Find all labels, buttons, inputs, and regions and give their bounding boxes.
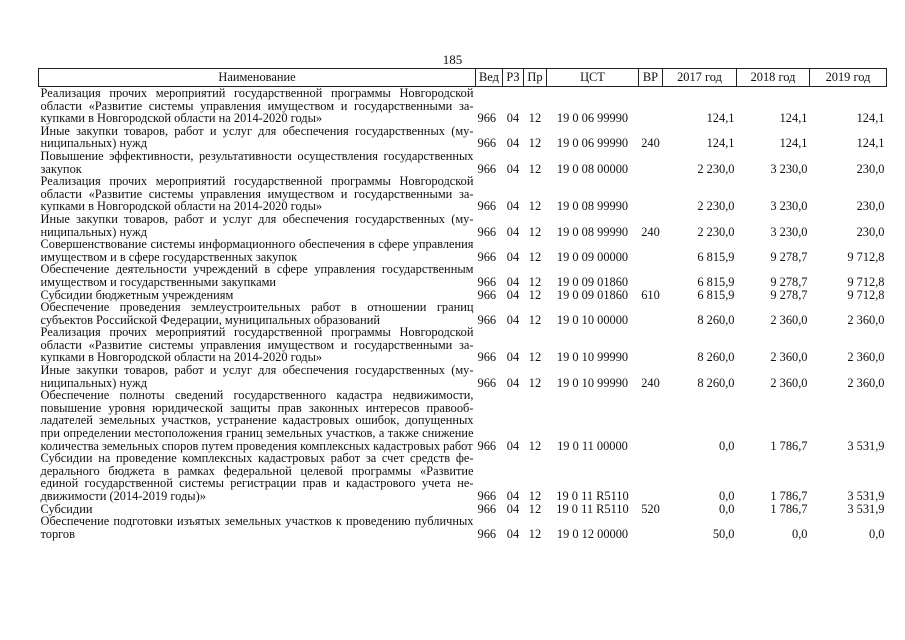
cell-2018: 124,1 [779,111,808,126]
cell-2019: 0,0 [869,526,885,541]
cell-2017: 0,0 [719,489,735,503]
cell-vr [639,263,663,288]
cell-2018: 9 278,7 [770,274,808,289]
cell-2017: 2 230,0 [697,224,735,239]
cell-pr: 12 [528,111,542,126]
cell-rz: 04 [506,111,520,126]
cell-2018: 2 360,0 [770,312,808,327]
cell-2018: 3 230,0 [770,224,808,239]
cell-ved: 966 [477,224,497,239]
cell-name: Обеспечение деятельности учреждений в сфере управления государственным имуществом и государственными закупками [40,262,474,289]
cell-vr [639,389,663,452]
cell-cst: 19 0 10 00000 [556,312,629,327]
cell-name: Иные закупки товаров, работ и услуг для обеспечения государственных (муниципальных) нужд [40,123,474,151]
cell-vr: 240 [641,375,660,390]
cell-pr: 12 [528,199,542,214]
header-row [39,69,887,87]
cell-name: Обеспечение проведения землеустроительных работ в отношении границ субъектов Российской Федерации, муниципальных образований [40,300,474,327]
cell-2019: 124,1 [856,136,885,151]
cell-vr [639,326,663,364]
table-row [39,326,887,364]
cell-cst: 19 0 08 99990 [556,199,629,214]
cell-pr: 12 [528,287,542,302]
cell-cst: 19 0 10 99990 [556,350,629,365]
cell-name: Субсидии на проведение комплексных кадастровых работ за счет средств федерального бюджета в рамках федеральной целевой программы «Развитие единой государственной системы регистрации прав и кадастрового учета недвижимости (2014-2019 годы)» [40,451,474,503]
cell-rz: 04 [506,489,520,503]
table-row [39,301,887,326]
cell-name: Повышение эффективности, результативности осуществления государственных закупок [40,148,474,176]
cell-name: Субсидии [40,501,93,516]
cell-vr: 520 [641,501,660,516]
cell-name: Иные закупки товаров, работ и услуг для обеспечения государственных (муниципальных) нужд [40,211,474,239]
header-rz: РЗ [503,69,524,87]
cell-2019: 9 712,8 [847,249,885,264]
table-row [39,515,887,540]
table-row [39,125,887,150]
cell-pr: 12 [528,438,542,453]
cell-ved: 966 [477,489,497,503]
cell-2019: 2 360,0 [847,350,885,365]
cell-2019: 230,0 [856,199,885,214]
cell-name: Субсидии бюджетным учреждениям [40,287,234,302]
header-2019: 2019 год [810,69,887,87]
cell-rz: 04 [506,526,520,541]
cell-rz: 04 [506,274,520,289]
table-row [39,263,887,288]
cell-cst: 19 0 11 R5110 [556,489,629,503]
cell-2018: 2 360,0 [770,375,808,390]
cell-2019: 230,0 [856,161,885,176]
cell-ved: 966 [477,438,497,453]
cell-2019: 9 712,8 [847,287,885,302]
cell-2018: 1 786,7 [770,501,808,516]
cell-vr [639,150,663,175]
cell-rz: 04 [506,312,520,327]
cell-2017: 124,1 [706,111,735,126]
cell-vr [639,301,663,326]
cell-pr: 12 [528,526,542,541]
cell-2018: 9 278,7 [770,287,808,302]
cell-ved: 966 [477,287,497,302]
cell-ved: 966 [477,312,497,327]
cell-name: Реализация прочих мероприятий государственной программы Новгородской области «Развитие системы управления имуществом и государственными закупками в Новгородской области на 2014-2020 годы» [40,86,474,126]
cell-2018: 3 230,0 [770,161,808,176]
cell-2018: 124,1 [779,136,808,151]
cell-vr [639,452,663,502]
cell-cst: 19 0 10 99990 [556,375,629,390]
header-ved: Вед [476,69,503,87]
table-row [39,150,887,175]
cell-rz: 04 [506,501,520,516]
cell-2019: 9 712,8 [847,274,885,289]
cell-2018: 3 230,0 [770,199,808,214]
table-row [39,389,887,452]
header-cst: ЦСТ [547,69,639,87]
cell-cst: 19 0 08 99990 [556,224,629,239]
table-row [39,87,887,125]
cell-2017: 6 815,9 [697,249,735,264]
cell-2019: 3 531,9 [847,489,885,503]
cell-vr [639,175,663,213]
cell-2019: 230,0 [856,224,885,239]
cell-name: Реализация прочих мероприятий государственной программы Новгородской области «Развитие системы управления имуществом и государственными закупками в Новгородской области на 2014-2020 годы» [40,325,474,365]
cell-vr [639,515,663,540]
header-pr: Пр [524,69,547,87]
cell-2017: 6 815,9 [697,274,735,289]
cell-pr: 12 [528,489,542,503]
cell-2017: 0,0 [719,501,735,516]
table-row [39,452,887,502]
cell-cst: 19 0 08 00000 [556,161,629,176]
cell-ved: 966 [477,274,497,289]
cell-rz: 04 [506,136,520,151]
cell-2017: 8 260,0 [697,350,735,365]
cell-rz: 04 [506,438,520,453]
cell-2019: 2 360,0 [847,312,885,327]
cell-vr [639,238,663,263]
cell-cst: 19 0 11 R5110 [556,501,629,516]
cell-2018: 0,0 [792,526,808,541]
cell-cst: 19 0 09 01860 [556,274,629,289]
cell-ved: 966 [477,161,497,176]
cell-cst: 19 0 06 99990 [556,111,629,126]
cell-name: Иные закупки товаров, работ и услуг для обеспечения государственных (муниципальных) нужд [40,363,474,390]
cell-cst: 19 0 12 00000 [556,526,629,541]
cell-2019: 124,1 [856,111,885,126]
cell-vr: 240 [641,224,660,239]
cell-ved: 966 [477,111,497,126]
cell-2017: 6 815,9 [697,287,735,302]
cell-2017: 124,1 [706,136,735,151]
cell-rz: 04 [506,224,520,239]
cell-2018: 1 786,7 [770,438,808,453]
table-row [39,364,887,389]
header-2017: 2017 год [663,69,737,87]
cell-ved: 966 [477,199,497,214]
table-row [39,213,887,238]
cell-pr: 12 [528,350,542,365]
cell-cst: 19 0 09 00000 [556,249,629,264]
cell-ved: 966 [477,350,497,365]
cell-rz: 04 [506,249,520,264]
cell-2017: 2 230,0 [697,199,735,214]
cell-2018: 1 786,7 [770,489,808,503]
cell-name: Обеспечение подготовки изъятых земельных участков к проведению публичных торгов [40,514,474,541]
cell-vr [639,87,663,125]
header-vr: ВР [639,69,663,87]
cell-2017: 8 260,0 [697,375,735,390]
cell-2017: 0,0 [719,438,735,453]
cell-rz: 04 [506,161,520,176]
cell-pr: 12 [528,249,542,264]
header-2018: 2018 год [737,69,810,87]
cell-ved: 966 [477,375,497,390]
cell-name: Совершенствование системы информационного обеспечения в сфере управления имуществом и в сфере государственных закупок [40,237,474,264]
cell-ved: 966 [477,526,497,541]
cell-rz: 04 [506,287,520,302]
cell-vr: 240 [641,136,660,151]
cell-pr: 12 [528,375,542,390]
cell-ved: 966 [477,501,497,516]
cell-pr: 12 [528,224,542,239]
cell-pr: 12 [528,161,542,176]
cell-name: Обеспечение полноты сведений государственного кадастра недвижимости, повышение уровня юридической защиты прав законных интересов правообладателей земельных участков, устранение кадастровых ошибок, допущенных при определении местоположения границ земельных участков, а также снижение количества земельных споров путем проведения комплексных кадастровых работ [40,388,474,453]
cell-2018: 2 360,0 [770,350,808,365]
budget-table [38,68,887,540]
cell-pr: 12 [528,274,542,289]
page-number: 185 [442,52,463,67]
cell-2019: 3 531,9 [847,501,885,516]
cell-ved: 966 [477,249,497,264]
cell-name: Реализация прочих мероприятий государственной программы Новгородской области «Развитие системы управления имуществом и государственными закупками в Новгородской области на 2014-2020 годы» [40,174,474,214]
cell-2019: 3 531,9 [847,438,885,453]
cell-pr: 12 [528,136,542,151]
cell-2017: 50,0 [712,526,735,541]
cell-cst: 19 0 11 00000 [557,438,628,453]
cell-ved: 966 [477,136,497,151]
table-body [39,87,887,541]
header-name: Наименование [39,69,476,87]
cell-pr: 12 [528,501,542,516]
cell-2018: 9 278,7 [770,249,808,264]
cell-rz: 04 [506,199,520,214]
cell-vr: 610 [641,287,660,302]
cell-2017: 8 260,0 [697,312,735,327]
cell-rz: 04 [506,375,520,390]
cell-cst: 19 0 09 01860 [556,287,629,302]
cell-rz: 04 [506,350,520,365]
cell-2019: 2 360,0 [847,375,885,390]
cell-cst: 19 0 06 99990 [556,136,629,151]
table-row [39,175,887,213]
table-row [39,238,887,263]
cell-2017: 2 230,0 [697,161,735,176]
cell-pr: 12 [528,312,542,327]
